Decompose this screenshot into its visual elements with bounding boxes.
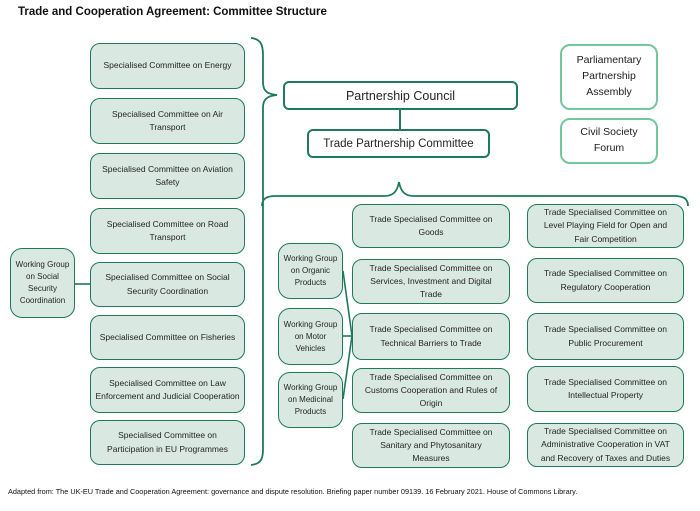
box-label: Trade Specialised Committee on Technical Barriers to Trade xyxy=(369,324,493,348)
box-label: Trade Specialised Committee on Sanitary and Phytosanitary Measures xyxy=(369,426,493,464)
box-label: Parliamentary Partnership Assembly xyxy=(576,54,642,98)
parliamentary-partnership-assembly xyxy=(560,44,658,110)
tbt-working-group-connector-1 xyxy=(343,271,352,336)
box-label: Specialised Committee on Road Transport xyxy=(106,218,229,242)
trade-committee-customs-cooperation xyxy=(352,368,510,413)
trade-committee-vat-taxes-duties xyxy=(527,423,684,467)
box-label: Specialised Committee on Energy xyxy=(103,60,232,71)
working-group-social-security-coordination xyxy=(10,248,75,318)
box-label: Trade Specialised Committee on Intellectual Property xyxy=(544,376,667,400)
trade-committee-sanitary-phytosanitary xyxy=(352,423,510,468)
box-label: Trade Specialised Committee on Goods xyxy=(369,213,493,237)
trade-partnership-committee xyxy=(307,129,490,158)
specialised-committee-social-security xyxy=(90,262,245,307)
box-label: Trade Specialised Committee on Public Procurement xyxy=(544,324,667,348)
box-label: Trade Specialised Committee on Regulatory Cooperation xyxy=(544,268,667,292)
box-label: Partnership Council xyxy=(345,88,456,103)
box-label: Specialised Committee on Participation in EU Programmes xyxy=(107,430,228,454)
source-attribution: Adapted from: The UK-EU Trade and Cooperation Agreement: governance and dispute resolution. Briefing paper number 09139. 16 February 2021. House of Commons Library. xyxy=(8,487,578,496)
trade-committee-intellectual-property xyxy=(527,366,684,412)
box-label: Trade Specialised Committee on Customs Cooperation and Rules of Origin xyxy=(364,371,498,409)
box-label: Trade Partnership Committee xyxy=(323,137,474,150)
trade-committee-regulatory-cooperation xyxy=(527,258,684,303)
working-group-medicinal-products xyxy=(278,372,343,428)
box-label: Specialised Committee on Social Security Coordination xyxy=(105,272,230,296)
trade-brace xyxy=(262,182,688,206)
specialised-committee-aviation-safety xyxy=(90,153,245,199)
working-group-motor-vehicles xyxy=(278,308,343,365)
box-label: Trade Specialised Committee on Administrative Cooperation in VAT and Recovery of Taxes and Duties xyxy=(540,426,671,463)
box-label: Specialised Committee on Air Transport xyxy=(111,108,224,132)
box-label: Specialised Committee on Aviation Safety xyxy=(102,163,233,187)
box-label: Trade Specialised Committee on Level Playing Field for Open and Fair Competition xyxy=(543,207,668,244)
partnership-council xyxy=(283,81,518,110)
box-label: Working Group on Organic Products xyxy=(283,254,338,287)
working-group-organic-products xyxy=(278,243,343,299)
trade-committee-goods xyxy=(352,204,510,248)
trade-committee-level-playing-field xyxy=(527,204,684,248)
specialised-committee-road-transport xyxy=(90,208,245,254)
box-label: Working Group on Motor Vehicles xyxy=(283,319,338,353)
specialised-committee-energy xyxy=(90,43,245,89)
specialised-committee-air-transport xyxy=(90,98,245,144)
box-label: Civil Society Forum xyxy=(580,126,638,154)
page-title: Trade and Cooperation Agreement: Committee Structure xyxy=(18,6,327,18)
left-brace xyxy=(251,38,277,465)
specialised-committee-fisheries xyxy=(90,315,245,360)
box-label: Trade Specialised Committee on Services, Investment and Digital Trade xyxy=(369,262,493,300)
specialised-committee-eu-programmes xyxy=(90,420,245,465)
trade-committee-public-procurement xyxy=(527,313,684,360)
box-label: Working Group on Social Security Coordination xyxy=(15,260,70,305)
box-label: Working Group on Medicinal Products xyxy=(283,383,338,416)
tbt-working-group-connector-3 xyxy=(343,336,352,399)
trade-committee-services-investment-digital-trade xyxy=(352,259,510,304)
civil-society-forum xyxy=(560,118,658,164)
box-label: Specialised Committee on Fisheries xyxy=(99,331,236,342)
specialised-committee-law-enforcement xyxy=(90,367,245,413)
trade-committee-technical-barriers xyxy=(352,313,510,360)
box-label: Specialised Committee on Law Enforcement and Judicial Cooperation xyxy=(95,377,240,401)
